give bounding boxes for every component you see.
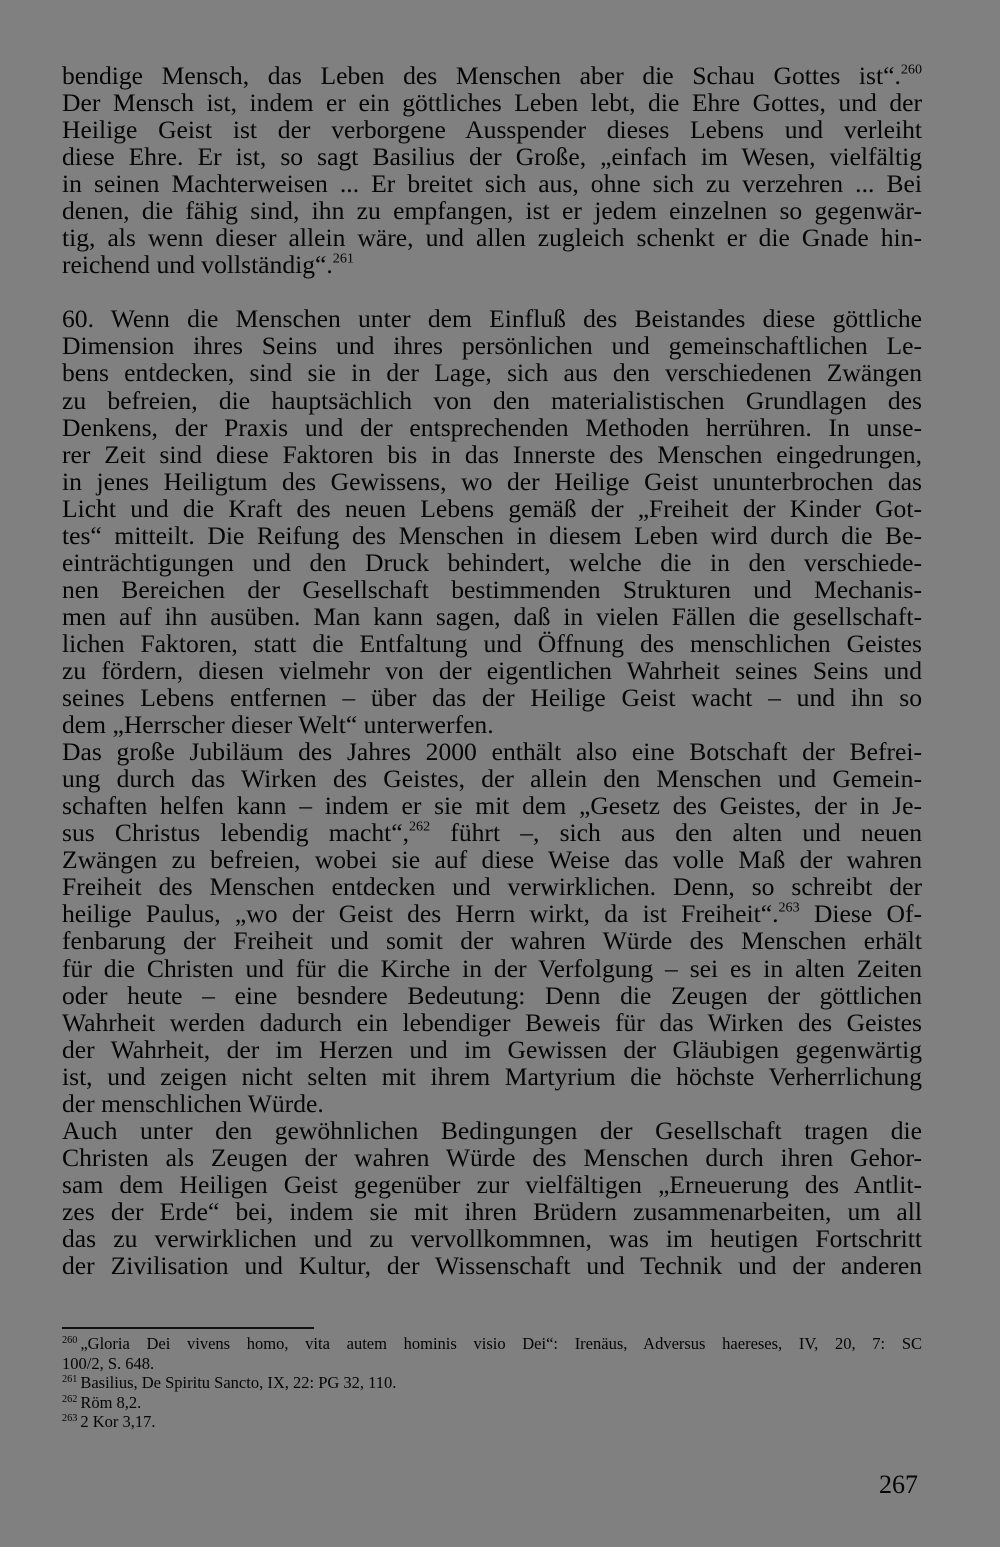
line-text: Heilige Geist ist der verborgene Ausspender dieses Lebens und verleiht — [62, 115, 922, 145]
text-line — [62, 1171, 922, 1198]
text-line — [62, 982, 922, 1009]
text-line — [62, 1225, 922, 1252]
text-line — [62, 170, 922, 197]
line-text: lichen Faktoren, statt die Entfaltung und Öffnung des menschlichen Geistes — [62, 628, 922, 658]
line-text: diese Ehre. Er ist, so sagt Basilius der Große, „einfach im Wesen, vielfältig — [62, 142, 922, 172]
line-text: reichend und vollständig“. — [62, 250, 333, 280]
line-text-continued: Diese Of- — [799, 899, 922, 929]
text-line — [62, 792, 922, 819]
text-line — [62, 846, 922, 873]
text-line — [62, 224, 922, 251]
text-line — [62, 738, 922, 765]
line-text: bendige Mensch, das Leben des Menschen aber die Schau Gottes ist“. — [62, 61, 901, 90]
text-line — [62, 305, 922, 332]
body-text — [62, 62, 922, 1279]
footnote-text: 2 Kor 3,17. — [80, 1412, 156, 1431]
text-line — [62, 1063, 922, 1090]
line-text: der menschlichen Würde. — [62, 1088, 324, 1118]
text-line — [62, 576, 922, 603]
line-text: ung durch das Wirken des Geistes, der allein den Menschen und Gemein- — [62, 764, 922, 794]
page-number: 267 — [879, 1470, 918, 1499]
footnote-reference: 260 — [900, 61, 922, 78]
text-line — [62, 387, 922, 414]
text-line — [62, 549, 922, 576]
footnote-text: 100/2, S. 648. — [62, 1353, 155, 1373]
text-line — [62, 332, 922, 359]
line-text: zu befreien, die hauptsächlich von den materialistischen Grundlagen des — [62, 385, 922, 415]
text-line — [62, 873, 922, 900]
line-text: einträchtigungen und den Druck behindert, welche die in den verschiede- — [62, 547, 922, 577]
line-text: oder heute – eine besndere Bedeutung: Denn die Zeugen der göttlichen — [62, 980, 922, 1010]
line-text: Christen als Zeugen der wahren Würde des Menschen durch ihren Gehor- — [62, 1142, 922, 1172]
footnote-reference: 261 — [332, 250, 354, 267]
footnote-line — [62, 1373, 922, 1393]
line-text: Wahrheit werden dadurch ein lebendiger Beweis für das Wirken des Geistes — [62, 1007, 922, 1037]
footnote-number: 261 — [62, 1374, 78, 1386]
footnote-reference: 262 — [409, 818, 431, 835]
line-text: sus Christus lebendig macht“, — [62, 818, 409, 848]
line-text: denen, die fähig sind, ihn zu empfangen, ist er jedem einzelnen so gegenwär- — [62, 196, 922, 226]
text-line — [62, 603, 922, 630]
text-line — [62, 522, 922, 549]
text-line — [62, 414, 922, 441]
footnote — [62, 1412, 922, 1432]
text-line — [62, 657, 922, 684]
footnote-line — [62, 1334, 922, 1354]
line-text: Dimension ihres Seins und ihres persönlichen und gemeinschaftlichen Le- — [62, 331, 922, 361]
line-text: 60. Wenn die Menschen unter dem Einfluß des Beistandes diese göttliche — [62, 304, 922, 334]
paragraph — [62, 1117, 922, 1279]
footnotes — [62, 1334, 922, 1432]
line-text: dem „Herrscher dieser Welt“ unterwerfen. — [62, 710, 494, 740]
footnote-number: 260 — [62, 1335, 78, 1347]
text-line — [62, 251, 922, 278]
line-text: der Wahrheit, der im Herzen und im Gewissen der Gläubigen gegenwärtig — [62, 1034, 922, 1064]
text-line — [62, 1144, 922, 1171]
paragraph — [62, 62, 922, 278]
text-line — [62, 468, 922, 495]
text-line — [62, 900, 922, 927]
text-line — [62, 819, 922, 846]
text-line — [62, 1009, 922, 1036]
text-line — [62, 955, 922, 982]
footnote-line — [62, 1393, 922, 1413]
footnote-line — [62, 1354, 922, 1374]
footnote-text: Röm 8,2. — [80, 1392, 142, 1412]
text-line — [62, 711, 922, 738]
line-text: das zu verwirklichen und zu vervollkommnen, was im heutigen Fortschritt — [62, 1223, 922, 1253]
paragraph — [62, 738, 922, 1117]
text-line — [62, 495, 922, 522]
text-line — [62, 927, 922, 954]
line-text: in seinen Machterweisen ... Er breitet sich aus, ohne sich zu verzehren ... Bei — [62, 169, 922, 199]
text-line — [62, 630, 922, 657]
line-text: zes der Erde“ bei, indem sie mit ihren Brüdern zusammenarbeiten, um all — [62, 1196, 922, 1226]
text-line — [62, 89, 922, 116]
line-text: der Zivilisation und Kultur, der Wissenschaft und Technik und der anderen — [62, 1251, 922, 1281]
text-line — [62, 684, 922, 711]
line-text: Zwängen zu befreien, wobei sie auf diese Weise das volle Maß der wahren — [62, 845, 922, 875]
text-line — [62, 1198, 922, 1225]
text-line — [62, 441, 922, 468]
footnote-text: „Gloria Dei vivens homo, vita autem hominis visio Dei“: Irenäus, Adversus haereses, IV, 20, 7: SC — [80, 1334, 922, 1353]
footnote-number: 262 — [62, 1393, 78, 1405]
footnote — [62, 1393, 922, 1413]
text-line — [62, 62, 922, 89]
line-text: Freiheit des Menschen entdecken und verwirklichen. Denn, so schreibt der — [62, 872, 922, 902]
footnote-reference: 263 — [778, 899, 800, 916]
line-text: in jenes Heiligtum des Gewissens, wo der Heilige Geist ununterbrochen das — [62, 466, 922, 496]
line-text: tes“ mitteilt. Die Reifung des Menschen in diesem Leben wird durch die Be- — [62, 520, 922, 550]
text-line — [62, 765, 922, 792]
footnote-rule — [62, 1327, 314, 1329]
line-text: nen Bereichen der Gesellschaft bestimmenden Strukturen und Mechanis- — [62, 574, 922, 604]
line-text: ist, und zeigen nicht selten mit ihrem Martyrium die höchste Verherrlichung — [62, 1061, 922, 1091]
paragraph-gap — [62, 278, 922, 305]
line-text: sam dem Heiligen Geist gegenüber zur vielfältigen „Erneuerung des Antlit- — [62, 1169, 922, 1199]
text-line — [62, 1090, 922, 1117]
line-text: zu fördern, diesen vielmehr von der eigentlichen Wahrheit seines Seins und — [62, 655, 922, 685]
line-text: men auf ihn ausüben. Man kann sagen, daß in vielen Fällen die gesellschaft- — [62, 601, 922, 631]
line-text: Licht und die Kraft des neuen Lebens gemäß der „Freiheit der Kinder Got- — [62, 493, 922, 523]
line-text: Der Mensch ist, indem er ein göttliches Leben lebt, die Ehre Gottes, und der — [62, 88, 922, 118]
footnote — [62, 1373, 922, 1393]
text-line — [62, 116, 922, 143]
line-text: Das große Jubiläum des Jahres 2000 enthält also eine Botschaft der Befrei- — [62, 737, 922, 767]
line-text: rer Zeit sind diese Faktoren bis in das Innerste des Menschen eingedrungen, — [62, 439, 922, 469]
line-text-continued: führt –, sich aus den alten und neuen — [430, 818, 922, 848]
line-text: heilige Paulus, „wo der Geist des Herrn wirkt, da ist Freiheit“. — [62, 899, 779, 929]
footnote-text: Basilius, De Spiritu Sancto, IX, 22: PG 32, 110. — [80, 1373, 397, 1392]
footnote — [62, 1334, 922, 1373]
line-text: seines Lebens entfernen – über das der Heilige Geist wacht – und ihn so — [62, 683, 922, 713]
line-text: Auch unter den gewöhnlichen Bedingungen der Gesellschaft tragen die — [62, 1115, 922, 1145]
footnote-number: 263 — [62, 1413, 78, 1425]
paragraph — [62, 305, 922, 738]
line-text: tig, als wenn dieser allein wäre, und allen zugleich schenkt er die Gnade hin- — [62, 223, 922, 253]
text-line — [62, 197, 922, 224]
text-line — [62, 1252, 922, 1279]
footnote-line — [62, 1412, 922, 1432]
text-line — [62, 1117, 922, 1144]
line-text: fenbarung der Freiheit und somit der wahren Würde des Menschen erhält — [62, 926, 922, 956]
text-line — [62, 1036, 922, 1063]
text-line — [62, 143, 922, 170]
line-text: bens entdecken, sind sie in der Lage, sich aus den verschiedenen Zwängen — [62, 358, 922, 388]
text-line — [62, 359, 922, 386]
line-text: Denkens, der Praxis und der entsprechenden Methoden herrühren. In unse- — [62, 412, 922, 442]
line-text: schaften helfen kann – indem er sie mit dem „Gesetz des Geistes, der in Je- — [62, 791, 922, 821]
line-text: für die Christen und für die Kirche in der Verfolgung – sei es in alten Zeiten — [62, 953, 922, 983]
